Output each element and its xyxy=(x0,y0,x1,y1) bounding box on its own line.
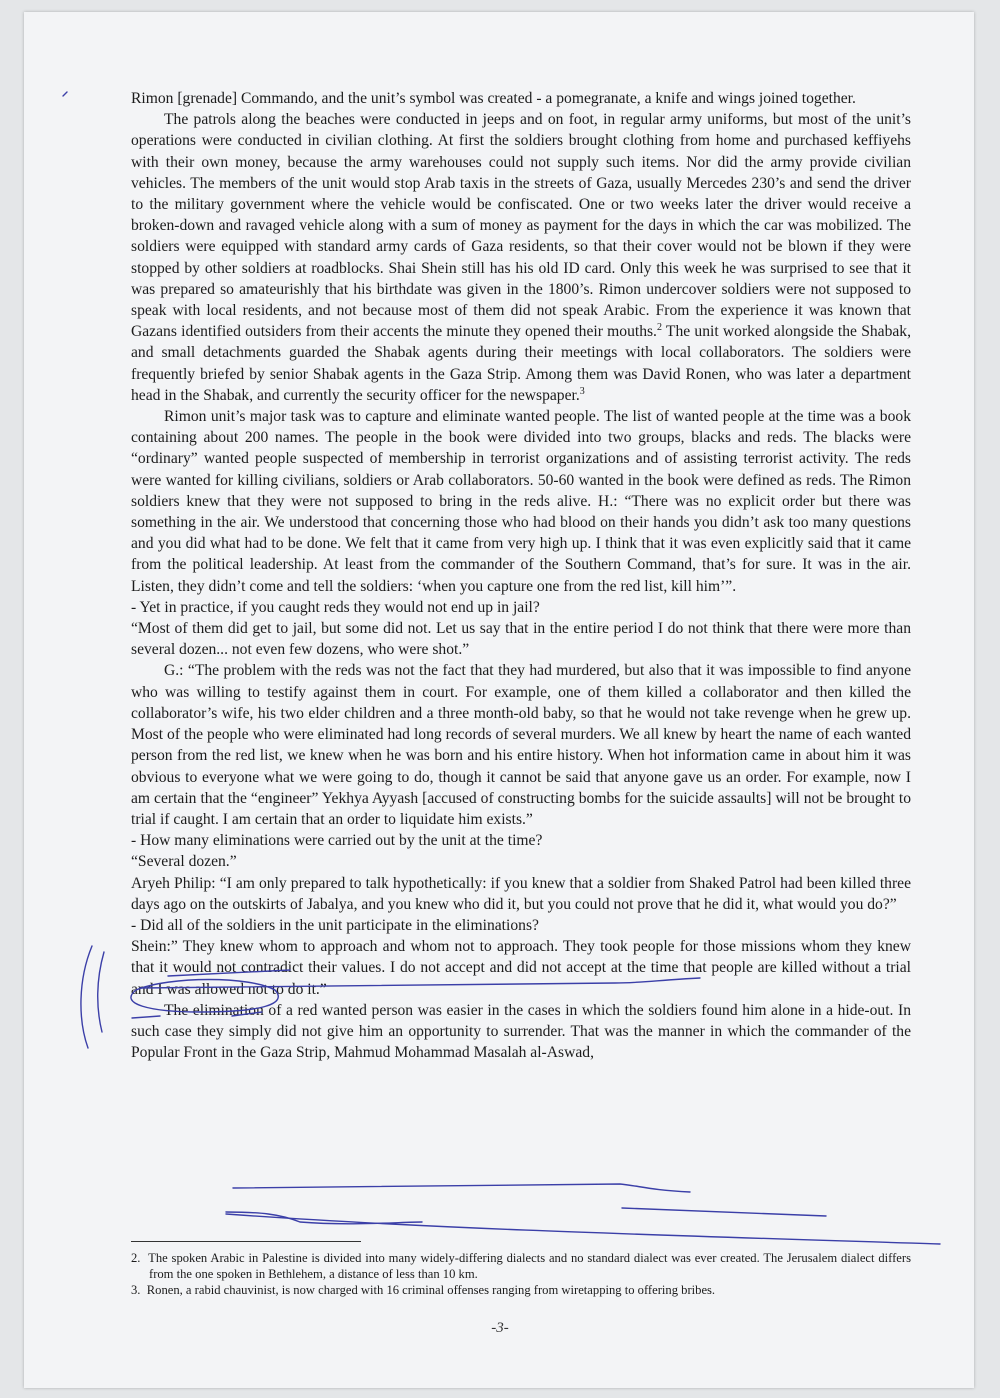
paragraph-text: The unit worked alongside the Shabak, and small detachments guarded the Shabak agents during their meetings with local collaborators. The soldiers were frequently briefed by senior Shabak agents in the Gaza Strip. Among them was David Ronen, who was later a department head in the Shabak, and currently the security officer for the newspaper. xyxy=(131,323,911,404)
paragraph: Rimon unit’s major task was to capture and eliminate wanted people. The list of wanted people at the time was a book containing about 200 names. The people in the book were divided into two groups, blacks and reds. The blacks were “ordinary” wanted people suspected of membership in terrorist organizations and of assisting terrorist activity. The reds were wanted for killing civilians, soldiers or Arab collaborators. 50-60 wanted in the book were defined as reds. The Rimon soldiers knew that they were not supposed to bring in the reds alive. H.: “There was no explicit order but there was something in the air. We understood that concerning those who had blood on their hands you didn’t ask too many questions and you did what had to be done. We felt that it came from very high up. I think that it was even explicitly said that it came from the political leadership. At least from the commander of the Southern Command, that’s for sure. It was in the air. Listen, they didn’t come and tell the soldiers: ‘when you capture one from the red list, kill him’”. xyxy=(131,408,911,595)
paragraph: - How many eliminations were carried out by the unit at the time? xyxy=(131,832,543,850)
footnote-ref: 3 xyxy=(579,385,585,397)
footnotes xyxy=(131,1250,911,1299)
paragraph: “Most of them did get to jail, but some did not. Let us say that in the entire period I do not think that there were more than several dozen... not even few dozens, who were shot.” xyxy=(131,620,911,659)
paragraph-text: The patrols along the beaches were conducted in jeeps and on foot, in regular army uniforms, but most of the unit’s operations were conducted in civilian clothing. At first the soldiers brought clothing from home and purchased keffiyehs with their own money, because the army warehouses could not supply such items. Nor did the army provide civilian vehicles. The members of the unit would stop Arab taxis in the streets of Gaza, usually Mercedes 230’s and send the driver to the military government where the vehicle would be confiscated. One or two weeks later the driver would receive a broken-down and ravaged vehicle along with a sum of money as payment for the days in which the car was mobilized. The soldiers were equipped with standard army cards of Gaza residents, so that their cover would not be blown if they were stopped by other soldiers at roadblocks. Shai Shein still has his old ID card. Only this week he was surprised to see that it was prepared so amateurishly that his birthdate was given in the 1800’s. Rimon undercover soldiers were not supposed to speak with local residents, and not because most of them did not speak Arabic. From the experience it was known that Gazans identified outsiders from their accents the minute they opened their mouths. xyxy=(131,111,911,341)
paragraph: “Several dozen.” xyxy=(131,853,237,871)
footnote: 3. Ronen, a rabid chauvinist, is now charged with 16 criminal offenses ranging from wiretapping to offering bribes. xyxy=(131,1283,716,1298)
paragraph: Rimon [grenade] Commando, and the unit’s symbol was created - a pomegranate, a knife and wings joined together. xyxy=(131,90,856,107)
paragraph: The elimination of a red wanted person was easier in the cases in which the soldiers found him alone in a hide-out. In such case they simply did not give him an opportunity to surrender. That was the manner in which the commander of the Popular Front in the Gaza Strip, Mahmud Mohammad Masalah al-Aswad, xyxy=(131,1001,911,1062)
paragraph xyxy=(131,109,911,406)
paragraph: G.: “The problem with the reds was not the fact that they had murdered, but also that it was impossible to find anyone who was willing to testify against them in court. For example, one of them killed a collaborator and then killed the collaborator’s wife, his two elder children and a three month-old baby, so that he would not take revenge when he grew up. Most of the people who were eliminated had long records of several murders. We all knew by heart the name of each wanted person from the red list, we knew when he was born and his entire history. When hot information came in about him it was obvious to everyone what we were going to do, though it cannot be said that anyone gave us an order. For example, now I am certain that the “engineer” Yekhya Ayyash [accused of constructing bombs for the suicide assaults] will not be brought to trial if caught. I am certain that an order to liquidate him exists.” xyxy=(131,662,911,828)
footnote-divider xyxy=(131,1241,361,1242)
footnote-ref: 2 xyxy=(656,322,662,334)
page-number: -3- xyxy=(491,1320,509,1336)
paragraph: - Did all of the soldiers in the unit participate in the eliminations? xyxy=(131,916,539,934)
paragraph: Aryeh Philip: “I am only prepared to talk hypothetically: if you knew that a soldier from Shaked Patrol had been killed three days ago on the outskirts of Jabalya, and you knew who did it, but you could not prove that he did it, what would you do?” xyxy=(131,874,911,913)
paragraph: - Yet in practice, if you caught reds they would not end up in jail? xyxy=(131,598,540,616)
paragraph: Shein:” They knew whom to approach and whom not to approach. They took people for those missions whom they knew that it would not contradict their values. I do not accept and did not accept at the time that people are killed without a trial and I was allowed not to do it.” xyxy=(131,938,911,998)
footnote: 2. The spoken Arabic in Palestine is divided into many widely-differing dialects and no standard dialect was ever created. The Jerusalem dialect differs from the one spoken in Bethlehem, a distance of less than 10 km. xyxy=(131,1251,911,1282)
body-text xyxy=(131,88,911,1063)
